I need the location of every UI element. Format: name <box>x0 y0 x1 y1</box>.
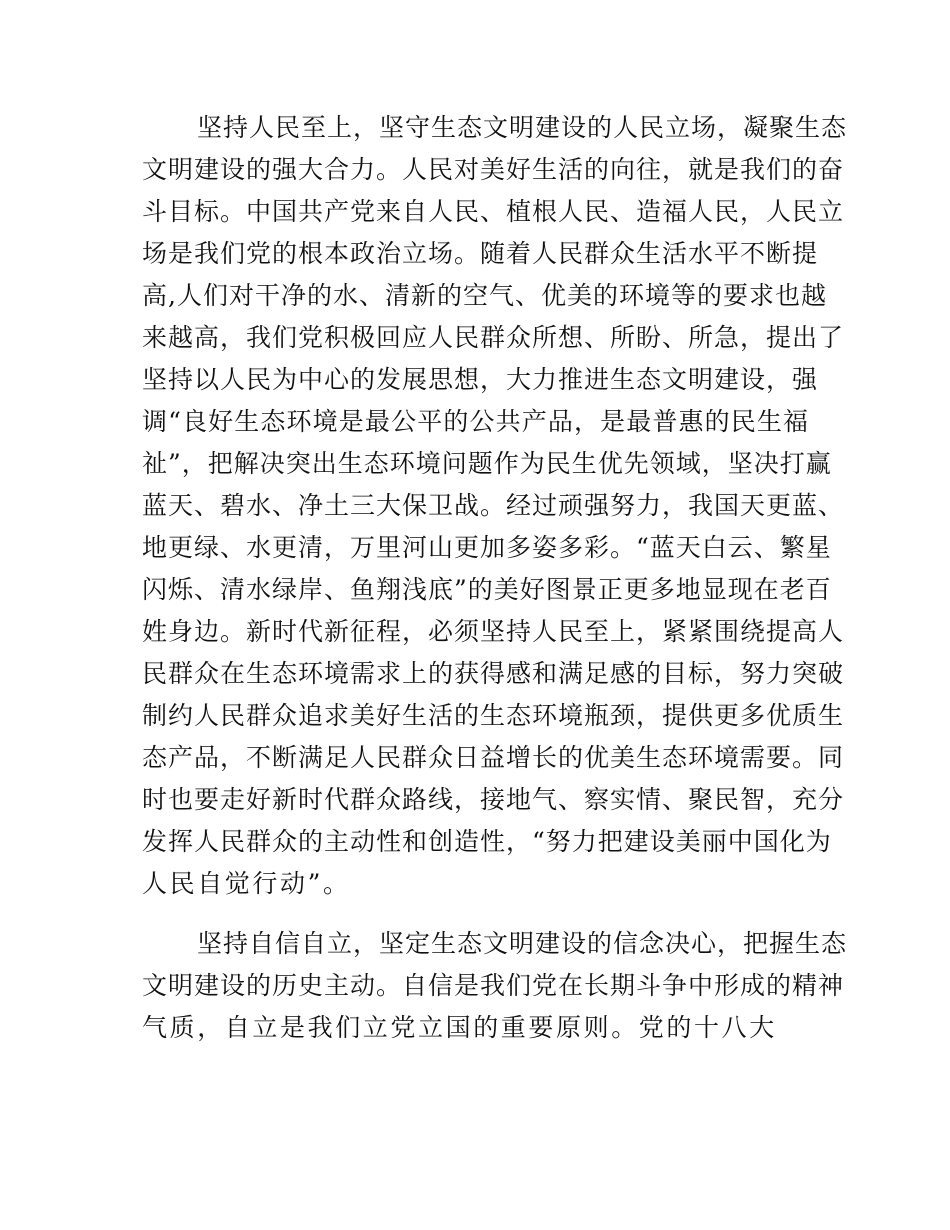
text-line: 调“良好生态环境是最公平的公共产品，是最普惠的民生福 <box>142 407 809 436</box>
text-line: 文明建设的历史主动。自信是我们党在长期斗争中形成的精神 <box>142 971 845 1000</box>
paragraph <box>142 923 848 1049</box>
text-line: 坚持以人民为中心的发展思想，大力推进生态文明建设，强 <box>142 365 819 394</box>
text-line: 时也要走好新时代群众路线，接地气、察实情、聚民智，充分 <box>142 785 845 814</box>
text-line: 坚持自信自立，坚定生态文明建设的信念决心，把握生态 <box>197 929 848 958</box>
text-line: 姓身边。新时代新征程，必须坚持人民至上，紧紧围绕提高人 <box>142 617 845 646</box>
paragraph <box>142 107 848 905</box>
text-line: 蓝天、碧水、净土三大保卫战。经过顽强努力，我国天更蓝、 <box>142 491 845 520</box>
text-line: 地更绿、水更清，万里河山更加多姿多彩。“蓝天白云、繁星 <box>142 533 832 562</box>
document-page <box>142 107 848 1067</box>
text-line: 民群众在生态环境需求上的获得感和满足感的目标，努力突破 <box>142 659 845 688</box>
text-line: 高,人们对干净的水、清新的空气、优美的环境等的要求也越 <box>142 281 827 310</box>
text-line: 制约人民群众追求美好生活的生态环境瓶颈，提供更多优质生 <box>142 701 845 730</box>
text-line: 坚持人民至上，坚守生态文明建设的人民立场，凝聚生态 <box>197 113 848 142</box>
text-line: 来越高，我们党积极回应人民群众所想、所盼、所急，提出了 <box>142 323 845 352</box>
text-line: 场是我们党的根本政治立场。随着人民群众生活水平不断提 <box>142 239 819 268</box>
text-line: 态产品，不断满足人民群众日益增长的优美生态环境需要。同 <box>142 743 845 772</box>
text-line: 文明建设的强大合力。人民对美好生活的向往，就是我们的奋 <box>142 155 845 184</box>
text-line: 人民自觉行动”。 <box>142 869 351 898</box>
text-line: 闪烁、清水绿岸、鱼翔浅底”的美好图景正更多地显现在老百 <box>142 575 832 604</box>
text-line: 祉”，把解决突出生态环境问题作为民生优先领域，坚决打赢 <box>142 449 832 478</box>
text-line: 斗目标。中国共产党来自人民、植根人民、造福人民，人民立 <box>142 197 845 226</box>
text-line: 气质，自立是我们立党立国的重要原则。党的十八大 <box>142 1013 777 1042</box>
text-line: 发挥人民群众的主动性和创造性，“努力把建设美丽中国化为 <box>142 827 832 856</box>
